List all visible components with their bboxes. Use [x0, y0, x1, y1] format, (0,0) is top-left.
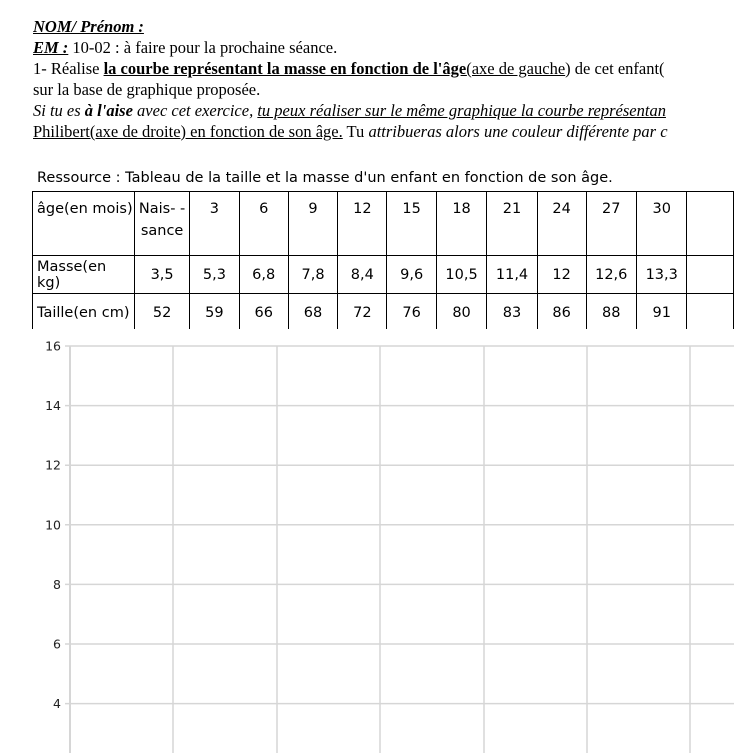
mass-cell: 10,5	[436, 256, 486, 294]
y-tick-label: 10	[45, 517, 61, 533]
mass-cell: 7,8	[288, 256, 337, 294]
em-line	[33, 37, 734, 58]
y-tick-label: 6	[53, 636, 61, 652]
mass-cell	[687, 256, 734, 294]
height-cell: 72	[338, 294, 387, 330]
mass-cell: 9,6	[387, 256, 436, 294]
age-mass-height-table	[32, 191, 734, 329]
age-value: Nais- -	[138, 201, 186, 217]
age-cell	[338, 192, 387, 256]
mass-cell: 13,3	[636, 256, 686, 294]
q3-c: attribueras alors une couleur différente par c	[368, 122, 668, 141]
age-cell	[190, 192, 239, 256]
age-cell	[134, 192, 189, 256]
mass-cell: 12	[537, 256, 586, 294]
y-tick-label: 12	[45, 457, 61, 473]
age-cell	[239, 192, 288, 256]
mass-cell: 12,6	[586, 256, 636, 294]
height-cell: 91	[636, 294, 686, 330]
q2-b: à l'aise	[84, 101, 133, 120]
age-value: 24	[552, 201, 571, 217]
height-cell: 52	[134, 294, 189, 330]
y-tick-label: 14	[45, 398, 61, 414]
age-cell	[387, 192, 436, 256]
age-cell	[636, 192, 686, 256]
row-header-age: âge(en mois)	[33, 192, 135, 256]
q3-a: Philibert(axe de droite) en fonction de son âge.	[33, 122, 343, 141]
em-label: EM :	[33, 38, 69, 57]
q3-b: Tu	[342, 122, 369, 141]
data-table-container	[32, 191, 734, 329]
mass-cell: 5,3	[190, 256, 239, 294]
y-tick-label: 16	[45, 338, 61, 354]
name-line	[33, 16, 734, 37]
age-cell	[436, 192, 486, 256]
y-tick-label: 8	[53, 576, 61, 592]
age-value: 27	[602, 201, 621, 217]
em-text: 10-02 : à faire pour la prochaine séance.	[68, 38, 338, 57]
height-cell: 59	[190, 294, 239, 330]
age-cell	[487, 192, 537, 256]
table-row-age	[33, 192, 734, 256]
age-value: 15	[402, 201, 421, 217]
y-tick-label: 4	[53, 696, 61, 712]
row-header-height: Taille(en cm)	[33, 294, 135, 330]
age-cell	[537, 192, 586, 256]
resource-caption: Ressource : Tableau de la taille et la masse d'un enfant en fonction de son âge.	[37, 170, 613, 186]
nom-label: NOM/ Prénom :	[33, 17, 144, 36]
age-value: 30	[652, 201, 671, 217]
age-value: 3	[209, 201, 219, 217]
question-1-line-2	[33, 79, 734, 100]
mass-cell: 8,4	[338, 256, 387, 294]
q1-suffix: ) de cet enfant(	[565, 59, 665, 78]
q2-d: tu peux réaliser sur le même graphique la courbe représentan	[257, 101, 666, 120]
q2-a: Si tu es	[33, 101, 85, 120]
height-cell: 76	[387, 294, 436, 330]
q1-prefix: 1- Réalise	[33, 59, 104, 78]
age-value: 18	[452, 201, 471, 217]
age-value-line-2: sance	[140, 223, 184, 239]
mass-cell: 3,5	[134, 256, 189, 294]
height-cell: 86	[537, 294, 586, 330]
age-cell	[288, 192, 337, 256]
age-value: 6	[259, 201, 269, 217]
chart-y-ticks	[45, 339, 61, 712]
row-header-mass: Masse(en kg)	[33, 256, 135, 294]
age-cell	[687, 192, 734, 256]
height-cell: 83	[487, 294, 537, 330]
instructions	[33, 16, 734, 142]
q2-c: avec cet exercice,	[132, 101, 258, 120]
mass-cell: 6,8	[239, 256, 288, 294]
age-value: 9	[308, 201, 318, 217]
q1-axis: (axe de gauche	[466, 59, 566, 78]
height-cell: 88	[586, 294, 636, 330]
chart-grid	[65, 346, 734, 753]
table-row-mass	[33, 256, 734, 294]
q1-line2: sur la base de graphique proposée.	[33, 80, 261, 99]
question-2-line-2	[33, 121, 734, 142]
height-cell: 80	[436, 294, 486, 330]
question-1	[33, 58, 734, 79]
q1-bold: la courbe représentant la masse en fonction de l'âge	[103, 59, 467, 78]
height-cell	[687, 294, 734, 330]
mass-chart	[0, 330, 734, 753]
age-cell	[586, 192, 636, 256]
table-row-height	[33, 294, 734, 330]
height-cell: 68	[288, 294, 337, 330]
age-value: 12	[353, 201, 372, 217]
age-value: 21	[502, 201, 522, 217]
question-2	[33, 100, 734, 121]
mass-cell: 11,4	[487, 256, 537, 294]
height-cell: 66	[239, 294, 288, 330]
